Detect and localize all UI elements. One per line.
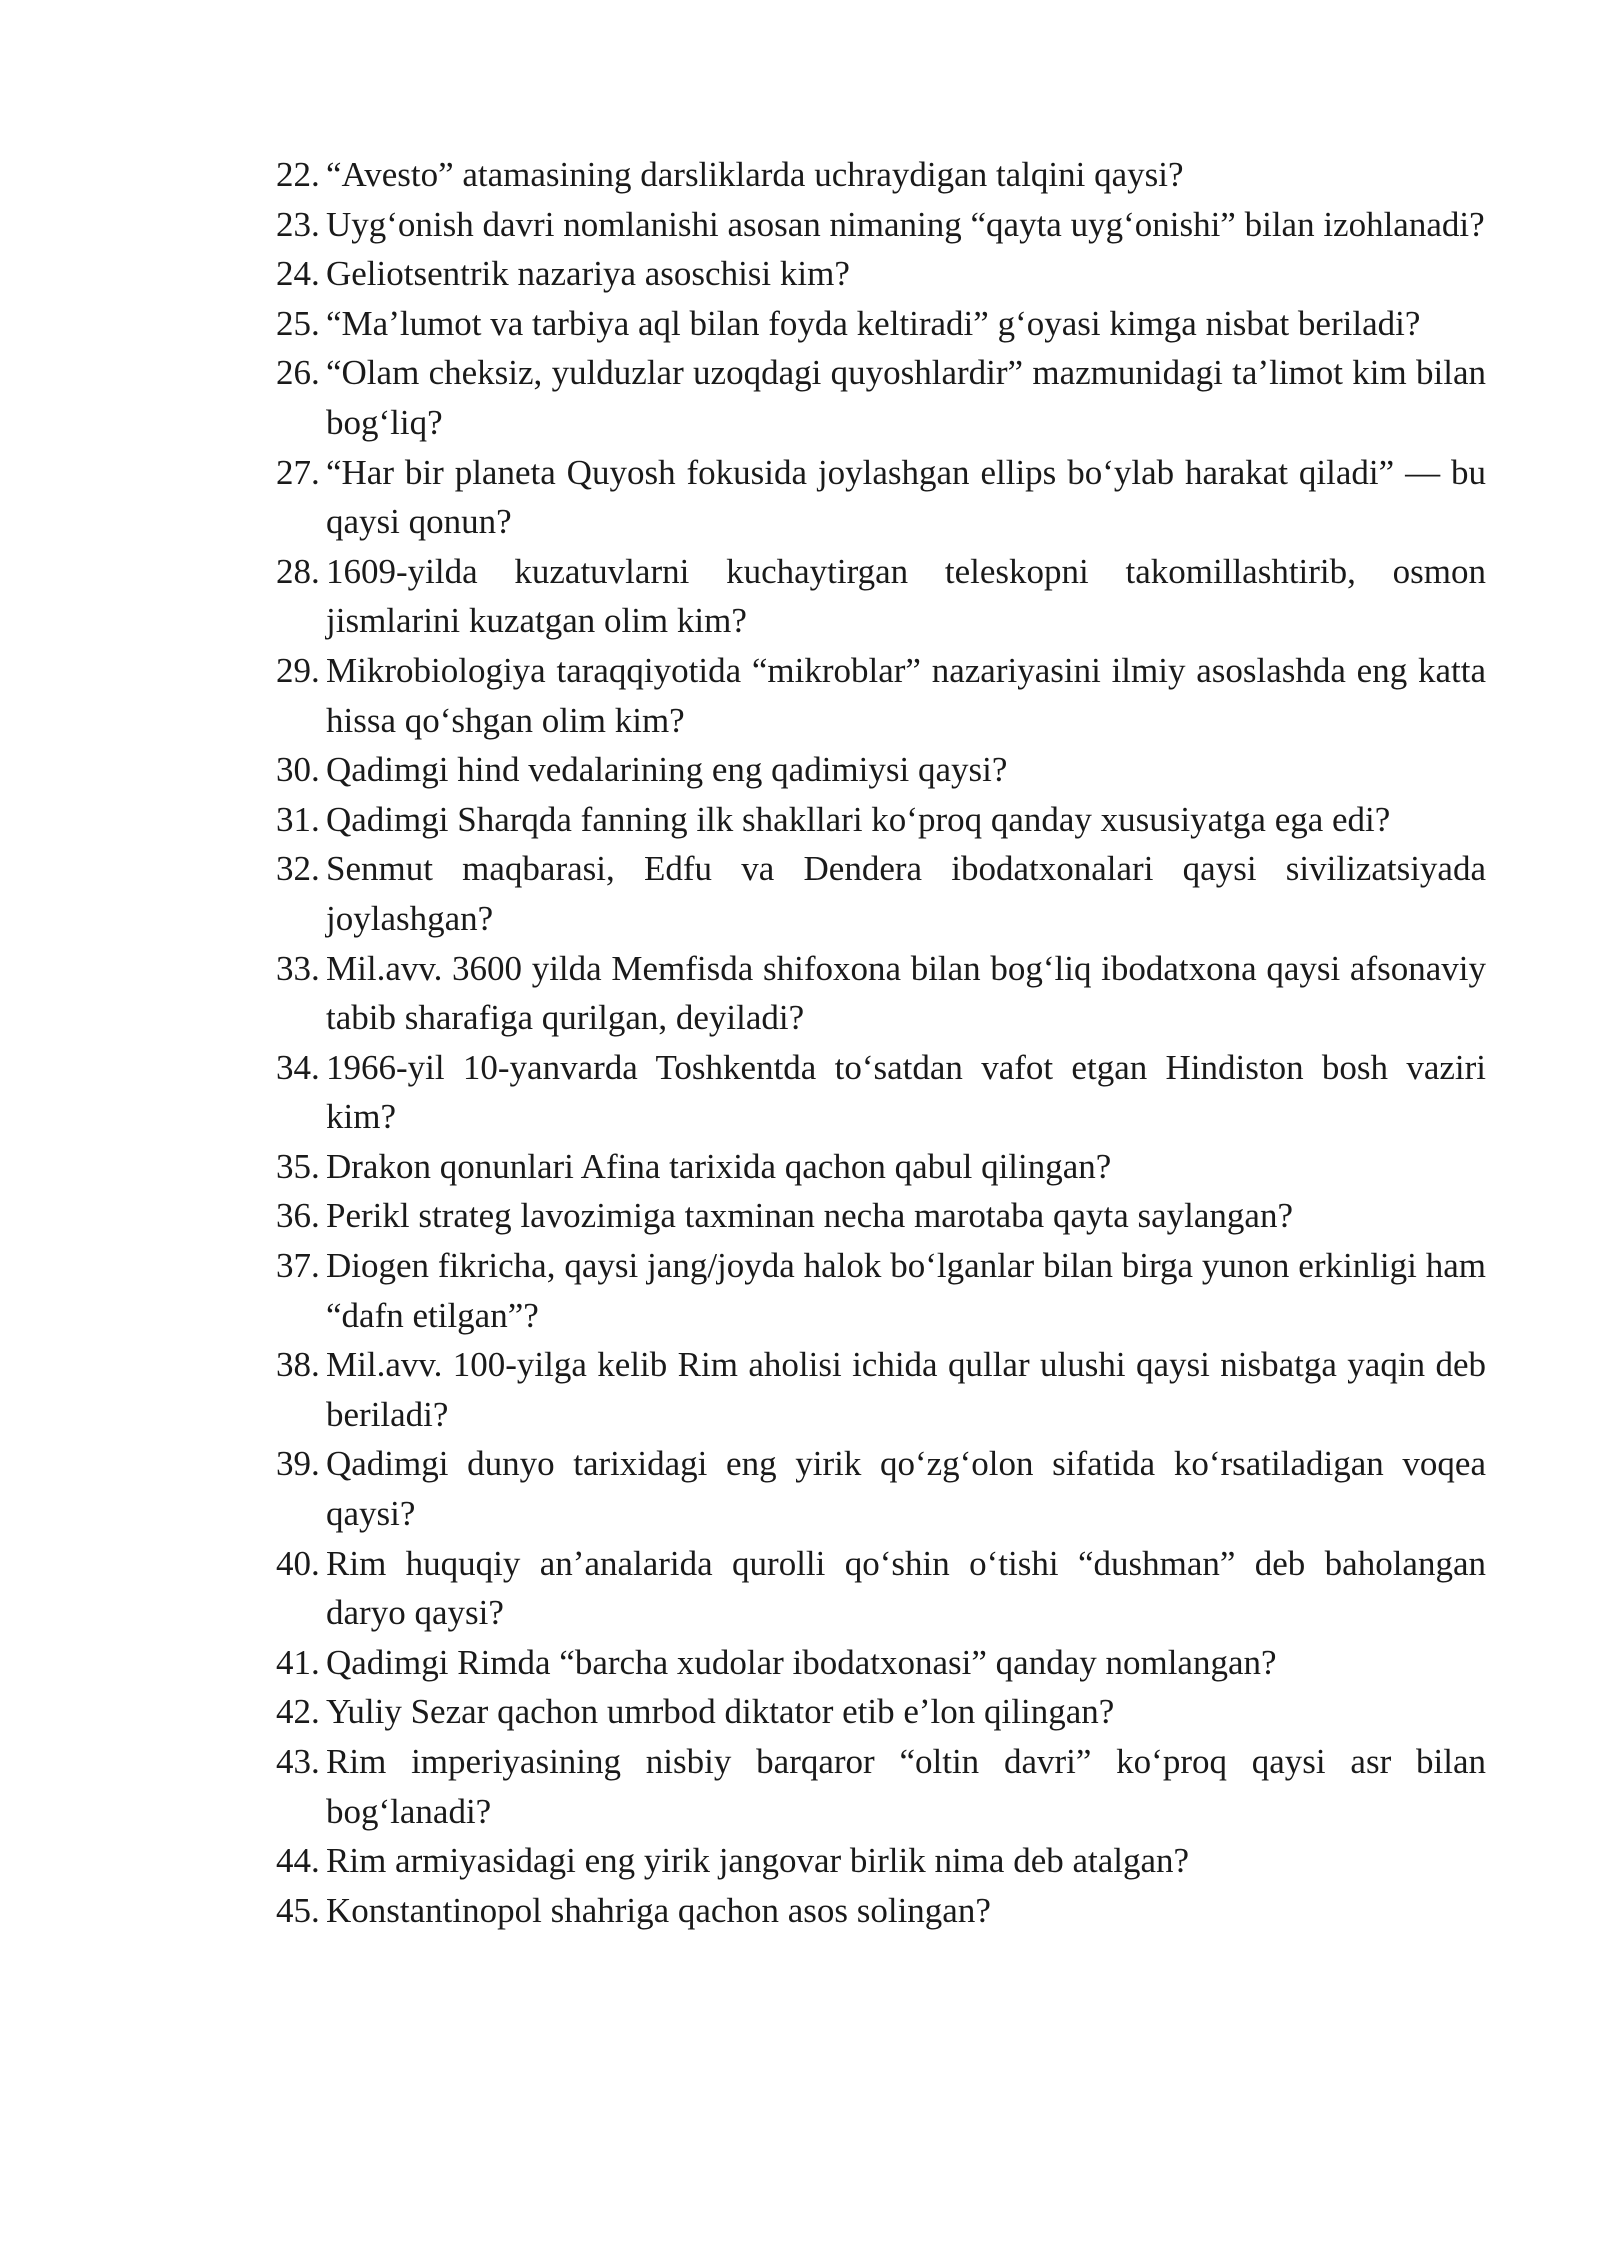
question-number: 28. xyxy=(276,551,320,591)
question-item-32 xyxy=(276,844,1486,943)
question-item-44 xyxy=(276,1836,1486,1886)
question-item-31 xyxy=(276,795,1486,845)
question-text: Konstantinopol shahriga qachon asos solingan? xyxy=(326,1890,991,1930)
question-number: 27. xyxy=(276,452,320,492)
question-item-37 xyxy=(276,1241,1486,1340)
question-text: “Har bir planeta Quyosh fokusida joylashgan ellips boʻylab harakat qiladi” — bu qaysi qonun? xyxy=(326,452,1486,542)
question-text: Qadimgi Sharqda fanning ilk shakllari koʻproq qanday xususiyatga ega edi? xyxy=(326,799,1391,839)
question-number: 26. xyxy=(276,353,320,393)
question-text: Mil.avv. 3600 yilda Memfisda shifoxona bilan bogʻliq ibodatxona qaysi afsonaviy tabib sharafiga qurilgan, deyiladi? xyxy=(326,948,1486,1038)
question-number: 40. xyxy=(276,1543,320,1583)
question-number: 41. xyxy=(276,1642,320,1682)
question-item-39 xyxy=(276,1439,1486,1538)
question-text: Uygʻonish davri nomlanishi asosan nimaning “qayta uygʻonishi” bilan izohlanadi? xyxy=(326,204,1485,244)
question-text: 1609-yilda kuzatuvlarni kuchaytirgan teleskopni takomillashtirib, osmon jismlarini kuzatgan olim kim? xyxy=(326,551,1486,641)
question-item-27 xyxy=(276,448,1486,547)
question-number: 25. xyxy=(276,303,320,343)
question-number: 39. xyxy=(276,1444,320,1484)
question-item-35 xyxy=(276,1142,1486,1192)
question-number: 44. xyxy=(276,1841,320,1881)
question-text: Rim imperiyasining nisbiy barqaror “oltin davri” koʻproq qaysi asr bilan bogʻlanadi? xyxy=(326,1742,1486,1831)
question-item-43 xyxy=(276,1737,1486,1836)
question-text: Perikl strateg lavozimiga taxminan necha marotaba qayta saylangan? xyxy=(326,1196,1293,1236)
question-item-23 xyxy=(276,200,1486,250)
question-text: Rim armiyasidagi eng yirik jangovar birlik nima deb atalgan? xyxy=(326,1841,1190,1881)
question-item-45 xyxy=(276,1886,1486,1936)
question-text: Drakon qonunlari Afina tarixida qachon qabul qilingan? xyxy=(326,1146,1112,1186)
question-text: Mil.avv. 100-yilga kelib Rim aholisi ichida qullar ulushi qaysi nisbatga yaqin deb beriladi? xyxy=(326,1345,1486,1434)
question-item-42 xyxy=(276,1687,1486,1737)
question-item-40 xyxy=(276,1539,1486,1638)
question-item-33 xyxy=(276,944,1486,1043)
question-text: Yuliy Sezar qachon umrbod diktator etib eʼlon qilingan? xyxy=(326,1692,1115,1732)
question-number: 36. xyxy=(276,1196,320,1236)
question-number: 34. xyxy=(276,1047,320,1087)
question-text: “Olam cheksiz, yulduzlar uzoqdagi quyoshlardir” mazmunidagi taʼlimot kim bilan bogʻliq? xyxy=(326,353,1486,442)
question-item-28 xyxy=(276,547,1486,646)
question-text: Diogen fikricha, qaysi jang/joyda halok boʻlganlar bilan birga yunon erkinligi ham “dafn etilgan”? xyxy=(326,1246,1486,1335)
question-number: 45. xyxy=(276,1890,320,1930)
question-text: Rim huquqiy anʼanalarida qurolli qoʻshin oʻtishi “dushman” deb baholangan daryo qaysi? xyxy=(326,1543,1486,1633)
question-list xyxy=(276,150,1486,1935)
question-number: 24. xyxy=(276,254,320,294)
question-number: 35. xyxy=(276,1146,320,1186)
question-text: Geliotsentrik nazariya asoschisi kim? xyxy=(326,254,850,294)
question-text: Mikrobiologiya taraqqiyotida “mikroblar” nazariyasini ilmiy asoslashda eng katta hissa qoʻshgan olim kim? xyxy=(326,650,1486,740)
question-item-22 xyxy=(276,150,1486,200)
question-item-38 xyxy=(276,1340,1486,1439)
question-text: “Maʼlumot va tarbiya aql bilan foyda keltiradi” gʻoyasi kimga nisbat beriladi? xyxy=(326,303,1421,343)
question-number: 30. xyxy=(276,750,320,790)
question-number: 42. xyxy=(276,1692,320,1732)
question-item-30 xyxy=(276,745,1486,795)
question-text: Qadimgi hind vedalarining eng qadimiysi qaysi? xyxy=(326,750,1008,790)
question-text: Senmut maqbarasi, Edfu va Dendera ibodatxonalari qaysi sivilizatsiyada joylashgan? xyxy=(326,849,1486,938)
question-text: 1966-yil 10-yanvarda Toshkentda toʻsatdan vafot etgan Hindiston bosh vaziri kim? xyxy=(326,1047,1486,1137)
question-item-29 xyxy=(276,646,1486,745)
question-item-25 xyxy=(276,299,1486,349)
question-text: Qadimgi dunyo tarixidagi eng yirik qoʻzgʻolon sifatida koʻrsatiladigan voqea qaysi? xyxy=(326,1444,1486,1534)
question-number: 23. xyxy=(276,204,320,244)
question-item-41 xyxy=(276,1638,1486,1688)
question-item-36 xyxy=(276,1191,1486,1241)
question-text: Qadimgi Rimda “barcha xudolar ibodatxonasi” qanday nomlangan? xyxy=(326,1642,1277,1682)
question-item-34 xyxy=(276,1043,1486,1142)
question-item-26 xyxy=(276,348,1486,447)
question-number: 32. xyxy=(276,849,320,889)
question-number: 31. xyxy=(276,799,320,839)
question-item-24 xyxy=(276,249,1486,299)
question-number: 33. xyxy=(276,948,320,988)
question-number: 22. xyxy=(276,155,320,194)
question-number: 37. xyxy=(276,1246,320,1286)
question-number: 38. xyxy=(276,1345,320,1385)
question-text: “Avesto” atamasining darsliklarda uchraydigan talqini qaysi? xyxy=(326,155,1184,194)
question-number: 43. xyxy=(276,1742,320,1781)
question-number: 29. xyxy=(276,650,320,690)
